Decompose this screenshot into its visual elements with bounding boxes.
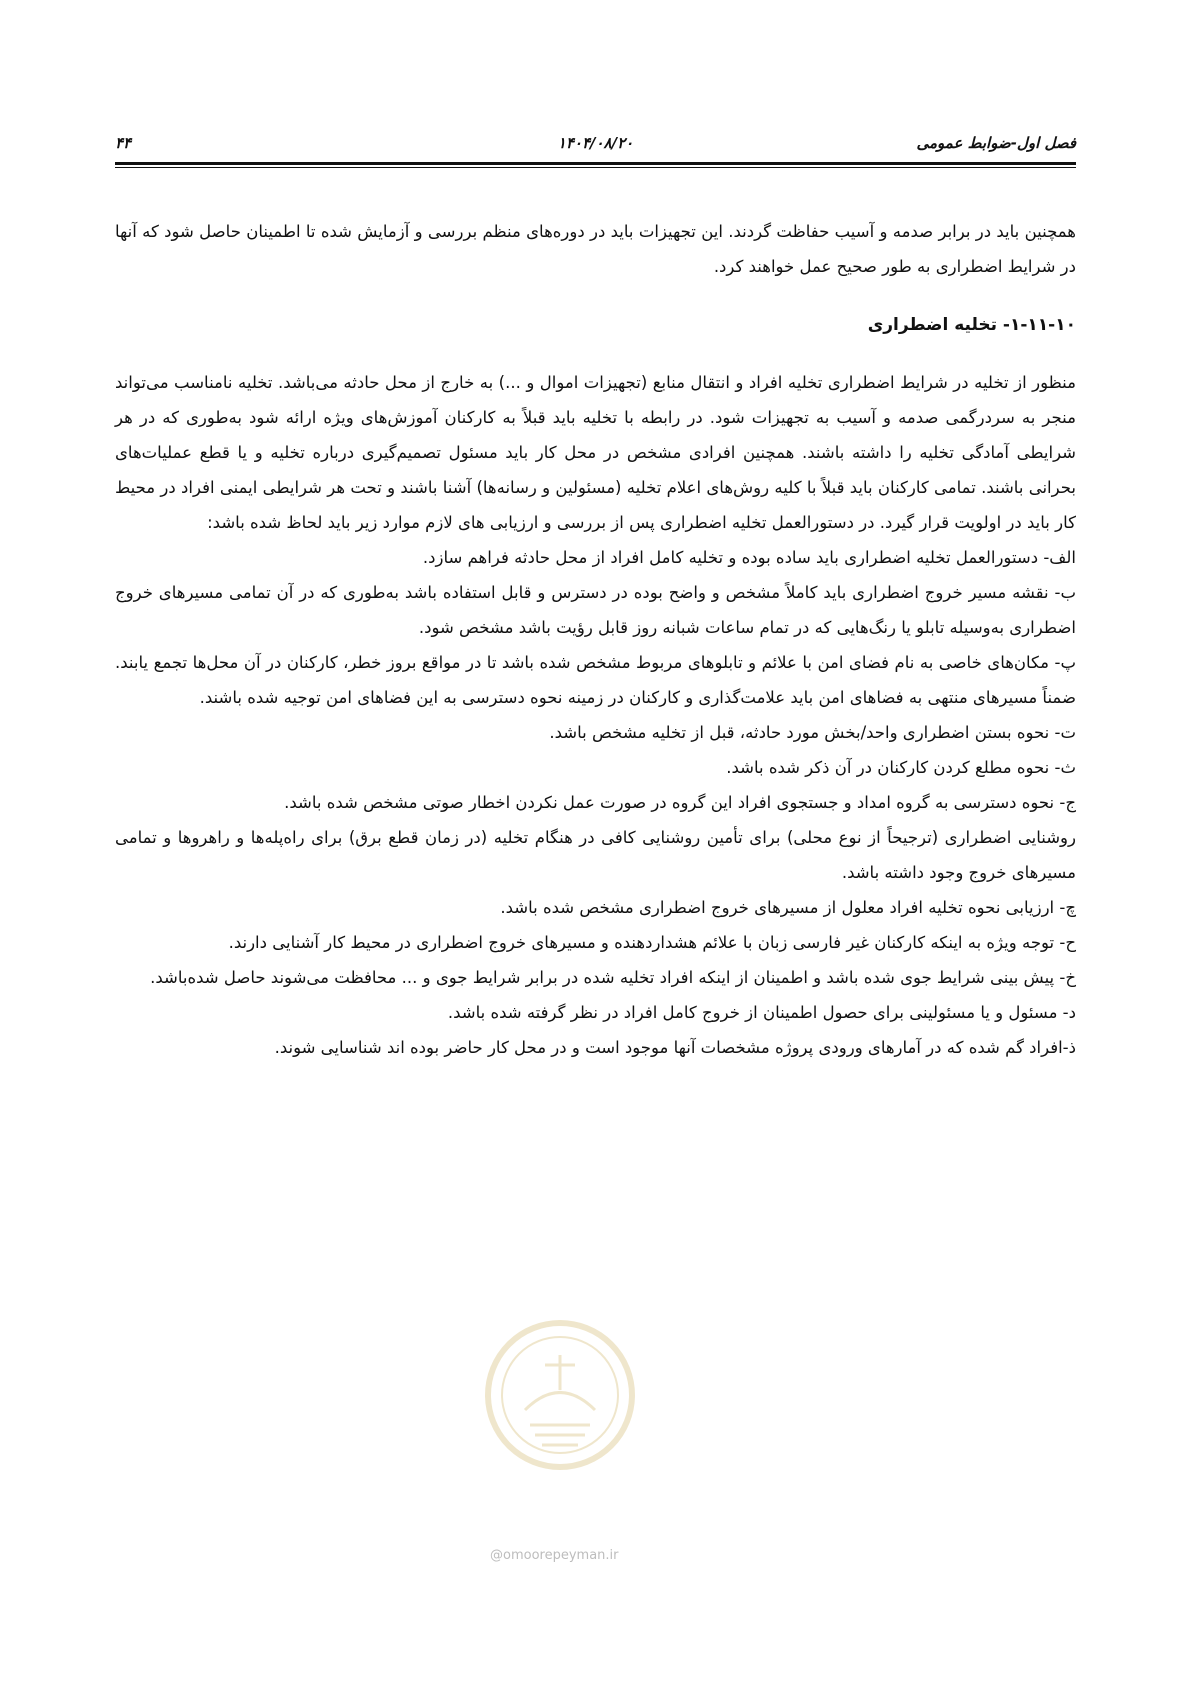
header-rule-thick — [115, 162, 1076, 165]
list-item: ث- نحوه مطلع کردن کارکنان در آن ذکر شده باشد. — [726, 758, 1076, 777]
chapter-title: فصل اول-ضوابط عمومی — [916, 134, 1076, 152]
intro-paragraph: همچنین باید در برابر صدمه و آسیب حفاظت گردند. این تجهیزات باید در دوره‌های منظم بررسی و آزمایش شده تا اطمینان حاصل شود که آنها در شرایط اضطراری به طور صحیح عمل خواهند کرد. — [115, 222, 1076, 276]
list-item: ج- نحوه دسترسی به گروه امداد و جستجوی افراد این گروه در صورت عمل نکردن اخطار صوتی مشخص شده باشد. — [284, 793, 1076, 812]
document-body — [115, 214, 1076, 1065]
section-heading: ۱-۱۱-۱۰- تخلیه اضطراری — [867, 315, 1076, 335]
seal-logo-icon — [480, 1315, 640, 1485]
list-item: خ- پیش بینی شرایط جوی شده باشد و اطمینان از اینکه افراد تخلیه شده در برابر شرایط جوی و ... محافظت می‌شوند حاصل شده‌باشد. — [150, 968, 1076, 987]
list-item: ذ-افراد گم شده که در آمارهای ورودی پروژه مشخصات آنها موجود است و در محل کار حاضر بوده اند شناسایی شوند. — [274, 1038, 1076, 1057]
list-item: پ- مکان‌های خاصی به نام فضای امن با علائم و تابلوهای مربوط مشخص شده باشد تا در مواقع بروز خطر، کارکنان در آن محل‌ها تجمع یابند. ضمناً مسیرهای منتهی به فضاهای امن باید علامت‌گذاری و کارکنان در زمینه نحوه دسترسی به این فضاهای امن توجیه شده باشند. — [115, 653, 1076, 707]
list-item: چ- ارزیابی نحوه تخلیه افراد معلول از مسیرهای خروج اضطراری مشخص شده باشد. — [500, 898, 1076, 917]
list-item: ح- توجه ویژه به اینکه کارکنان غیر فارسی زبان با علائم هشداردهنده و مسیرهای خروج اضطراری در محیط کار آشنایی دارند. — [228, 933, 1076, 952]
list-item: روشنایی اضطراری (ترجیحاً از نوع محلی) برای تأمین روشنایی کافی در هنگام تخلیه (در زمان قطع برق) برای راه‌پله‌ها و راهروها و تمامی مسیرهای خروج وجود داشته باشد. — [115, 828, 1076, 882]
header-rule-thin — [115, 167, 1076, 168]
page-number: ۴۴ — [115, 134, 132, 152]
header-date: ۱۴۰۴/۰۸/۲۰ — [557, 134, 634, 152]
page-header — [115, 128, 1076, 164]
list-item: ت- نحوه بستن اضطراری واحد/بخش مورد حادثه، قبل از تخلیه مشخص باشد. — [549, 723, 1076, 742]
list-item: الف- دستورالعمل تخلیه اضطراری باید ساده بوده و تخلیه کامل افراد از محل حادثه فراهم سازد. — [422, 548, 1076, 567]
main-paragraph: منظور از تخلیه در شرایط اضطراری تخلیه افراد و انتقال منابع (تجهیزات اموال و ...) به خارج از محل حادثه می‌باشد. تخلیه نامناسب می‌تواند منجر به سردرگمی صدمه و آسیب به تجهیزات شود. در رابطه با تخلیه باید قبلاً به کارکنان آموزش‌های ویژه ارائه شود به‌طوری که در هر شرایطی آمادگی تخلیه را داشته باشند. همچنین افرادی مشخص در محل کار باید مسئول تصمیم‌گیری درباره تخلیه و یا قطع عملیات‌های بحرانی باشند. تمامی کارکنان باید قبلاً با کلیه روش‌های اعلام تخلیه (مسئولین و رسانه‌ها) آشنا باشند و تحت هر شرایطی ایمنی افراد در محیط کار باید در اولویت قرار گیرد. در دستورالعمل تخلیه اضطراری پس از بررسی و ارزیابی های لازم موارد زیر باید لحاظ شده باشد: — [115, 373, 1076, 532]
list-item: ب- نقشه مسیر خروج اضطراری باید کاملاً مشخص و واضح بوده در دسترس و قابل استفاده باشد به‌طوری که در آن تمامی مسیرهای خروج اضطراری به‌وسیله تابلو یا رنگ‌هایی که در تمام ساعات شبانه روز قابل رؤیت باشد مشخص شود. — [115, 583, 1076, 637]
list-item: د- مسئول و یا مسئولینی برای حصول اطمینان از خروج کامل افراد در نظر گرفته شده باشد. — [447, 1003, 1076, 1022]
watermark-text: @omoorepeyman.ir — [490, 1548, 619, 1563]
